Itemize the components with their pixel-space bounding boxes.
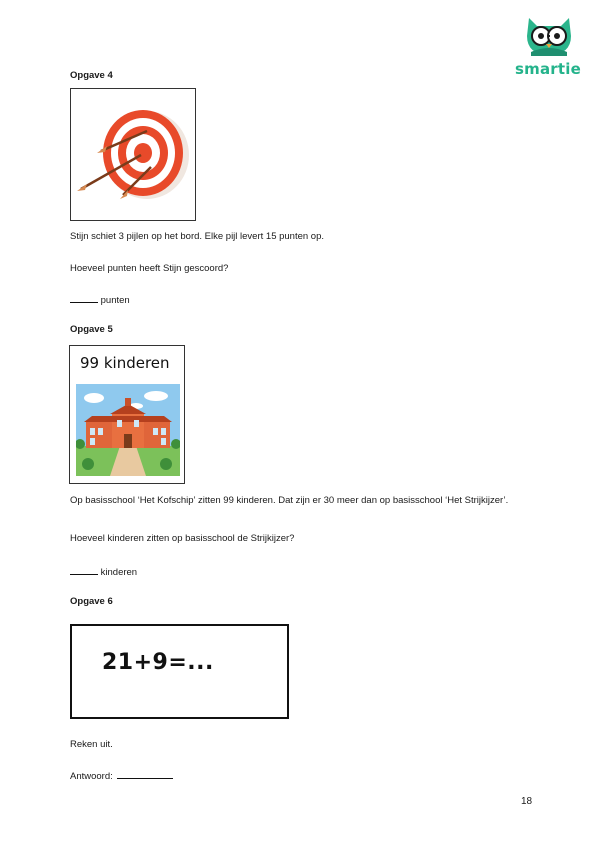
task6-answer-label: Antwoord: — [70, 771, 113, 782]
dartboard-arrows-image — [71, 89, 195, 220]
task4-answer-line[interactable] — [70, 293, 130, 307]
task6-heading: Opgave 6 — [70, 596, 113, 607]
task4-answer-unit: punten — [100, 295, 130, 306]
answer-blank[interactable] — [70, 565, 98, 575]
task5-answer-unit: kinderen — [100, 567, 138, 578]
task4-heading: Opgave 4 — [70, 70, 113, 81]
expression-box — [70, 624, 289, 719]
expression-text: 21+9=... — [102, 650, 214, 675]
task4-question: Hoeveel punten heeft Stijn gescoord? — [70, 263, 229, 274]
smartie-logo — [513, 14, 585, 84]
owl-icon — [521, 14, 577, 58]
logo-wordmark: smartie — [515, 60, 581, 78]
school-building-image — [76, 384, 180, 476]
task6-instruction: Reken uit. — [70, 739, 113, 750]
task5-question: Hoeveel kinderen zitten op basisschool de Strijkijzer? — [70, 533, 295, 544]
task5-text: Op basisschool ‘Het Kofschip’ zitten 99 kinderen. Dat zijn er 30 meer dan op basisschool ‘Het Strijkijzer’. — [70, 495, 509, 506]
task4-text: Stijn schiet 3 pijlen op het bord. Elke pijl levert 15 punten op. — [70, 231, 325, 242]
task6-answer-line[interactable] — [70, 769, 173, 783]
answer-blank[interactable] — [117, 769, 173, 779]
school-image-title: 99 kinderen — [80, 354, 170, 372]
task5-answer-line[interactable] — [70, 565, 137, 579]
dartboard-image — [70, 88, 196, 221]
school-image — [69, 345, 185, 484]
answer-blank[interactable] — [70, 293, 98, 303]
page-number: 18 — [521, 796, 533, 807]
task5-heading: Opgave 5 — [70, 324, 113, 335]
